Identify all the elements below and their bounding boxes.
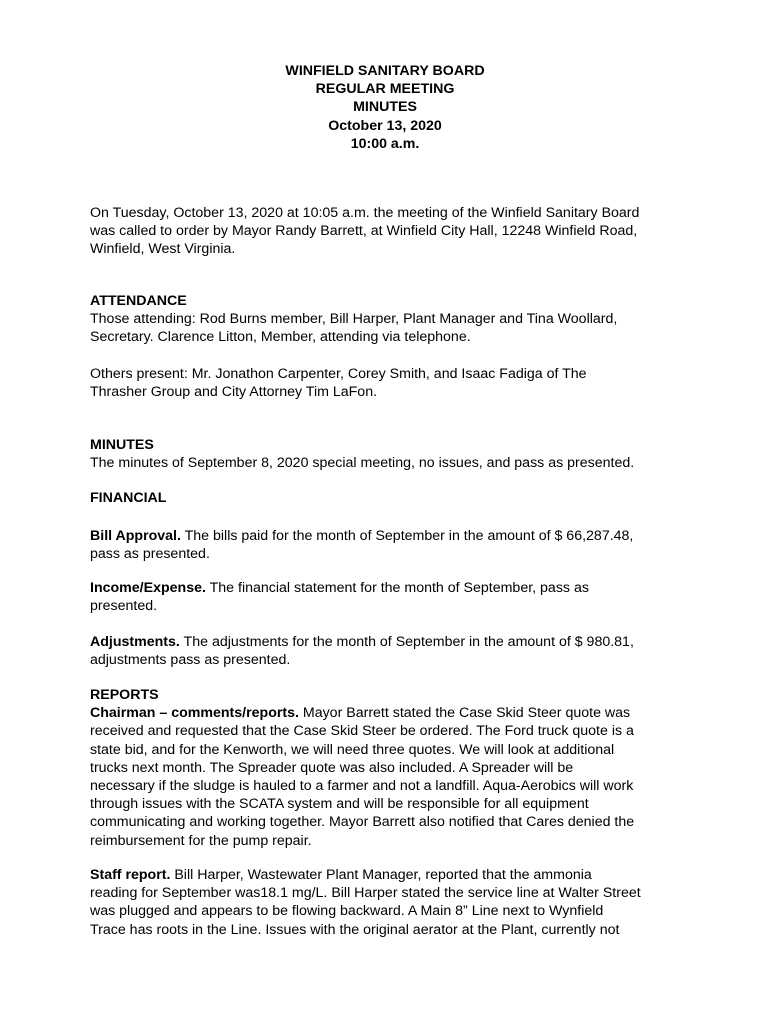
adjustments-line: Adjustments. The adjustments for the month of September in the amount of $ 980.81,	[90, 634, 634, 650]
attendance-heading: ATTENDANCE	[90, 293, 187, 309]
others-present-paragraph	[90, 365, 690, 401]
staff-report-paragraph	[90, 866, 690, 939]
document-header	[0, 62, 770, 153]
intro-line: Winfield, West Virginia.	[90, 241, 236, 258]
financial-heading: FINANCIAL	[90, 490, 167, 506]
intro-line: was called to order by Mayor Randy Barrett, at Winfield City Hall, 12248 Winfield Road,	[90, 223, 638, 240]
bill-approval-paragraph	[90, 527, 690, 563]
minutes-line: The minutes of September 8, 2020 special meeting, no issues, and pass as presented.	[90, 455, 635, 472]
others-line: Others present: Mr. Jonathon Carpenter, Corey Smith, and Isaac Fadiga of The	[90, 366, 587, 382]
header-document-type: MINUTES	[353, 99, 417, 116]
adjustments-paragraph	[90, 633, 690, 669]
adjustments-label: Adjustments.	[90, 634, 180, 650]
staff-report-line: Staff report. Bill Harper, Wastewater Plant Manager, reported that the ammonia	[90, 867, 592, 883]
chairman-line: state bid, and for the Kenworth, we will need three quotes. We will look at additional	[90, 741, 615, 758]
header-time: 10:00 a.m.	[350, 135, 420, 152]
header-board-name: WINFIELD SANITARY BOARD	[285, 63, 485, 79]
header-meeting-type: REGULAR MEETING	[315, 81, 455, 98]
chairman-label: Chairman – comments/reports.	[90, 705, 299, 722]
intro-paragraph	[90, 204, 690, 259]
chairman-line: trucks next month. The Spreader quote was also included. A Spreader will be	[90, 759, 574, 776]
attendance-section	[90, 292, 690, 347]
adjustments-line: adjustments pass as presented.	[90, 652, 291, 669]
minutes-heading: MINUTES	[90, 437, 154, 453]
staff-report-line: reading for September was18.1 mg/L. Bill Harper stated the service line at Walter Street	[90, 885, 641, 902]
chairman-line: communicating and working together. Mayor Barrett also notified that Cares denied the	[90, 814, 635, 831]
attendance-line: Secretary. Clarence Litton, Member, attending via telephone.	[90, 329, 471, 346]
chairman-line: reimbursement for the pump repair.	[90, 832, 312, 849]
reports-section	[90, 686, 690, 850]
reports-heading: REPORTS	[90, 687, 159, 703]
chairman-line: necessary if the sludge is hauled to a farmer and not a landfill. Aqua-Aerobics will work	[90, 778, 634, 795]
others-line: Thrasher Group and City Attorney Tim LaFon.	[90, 384, 378, 401]
income-expense-label: Income/Expense.	[90, 580, 206, 596]
income-expense-line: Income/Expense. The financial statement for the month of September, pass as	[90, 580, 589, 596]
staff-report-line: was plugged and appears to be flowing backward. A Main 8” Line next to Wynfield	[90, 903, 604, 920]
attendance-line: Those attending: Rod Burns member, Bill Harper, Plant Manager and Tina Woollard,	[90, 311, 618, 328]
chairman-line: received and requested that the Case Skid Steer be ordered. The Ford truck quote is a	[90, 723, 634, 740]
staff-report-label: Staff report.	[90, 867, 171, 883]
bill-approval-line: pass as presented.	[90, 546, 210, 563]
income-expense-paragraph	[90, 579, 690, 615]
income-expense-line: presented.	[90, 598, 158, 615]
chairman-line: through issues with the SCATA system and will be responsible for all equipment	[90, 796, 589, 813]
staff-report-line: Trace has roots in the Line. Issues with the original aerator at the Plant, currently not	[90, 921, 620, 938]
bill-approval-label: Bill Approval.	[90, 528, 181, 544]
header-date: October 13, 2020	[328, 117, 442, 134]
chairman-line: Chairman – comments/reports. Mayor Barrett stated the Case Skid Steer quote was	[90, 705, 631, 722]
intro-line: On Tuesday, October 13, 2020 at 10:05 a.m. the meeting of the Winfield Sanitary Board	[90, 205, 640, 221]
financial-heading-block	[90, 489, 690, 507]
bill-approval-line: Bill Approval. The bills paid for the month of September in the amount of $ 66,287.48,	[90, 528, 634, 544]
minutes-section	[90, 436, 690, 472]
